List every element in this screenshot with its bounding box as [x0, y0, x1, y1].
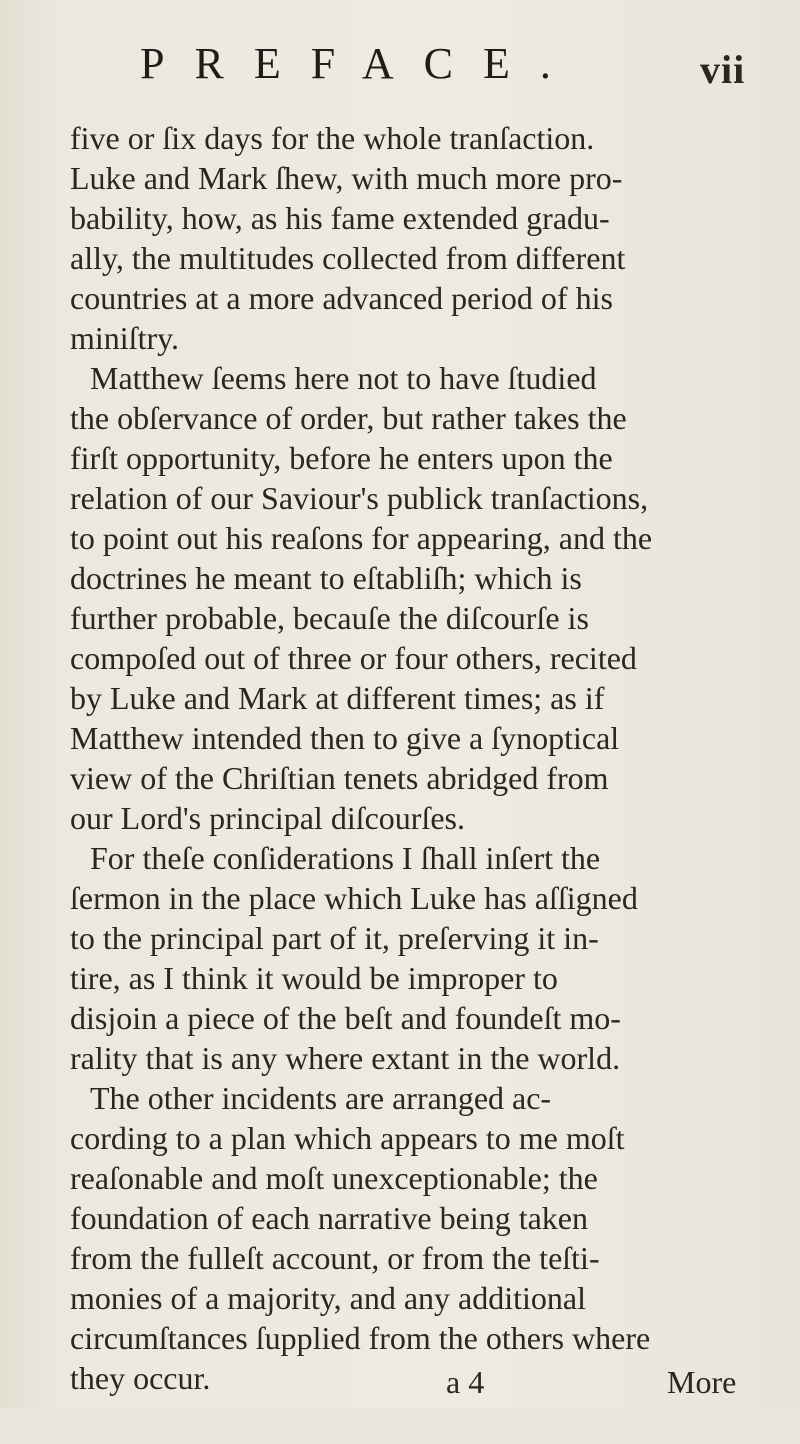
text-line: foundation of each narrative being taken — [70, 1200, 588, 1236]
text-line: to point out his reaſons for appearing, and the — [70, 520, 653, 556]
text-line: circumſtances ſupplied from the others where — [70, 1320, 651, 1356]
text-line: ſermon in the place which Luke has aſſigned — [70, 880, 638, 916]
page-number: vii — [700, 47, 746, 92]
text-line: disjoin a piece of the beſt and foundeſt mo- — [70, 1000, 621, 1036]
running-header — [0, 34, 800, 94]
text-line: view of the Chriſtian tenets abridged from — [70, 760, 609, 796]
text-line: from the fulleſt account, or from the teſti- — [70, 1240, 600, 1276]
signature-line — [0, 1360, 800, 1404]
text-line: For theſe conſiderations I ſhall inſert the — [90, 840, 601, 876]
text-line: rality that is any where extant in the world. — [70, 1040, 621, 1076]
text-line: cording to a plan which appears to me moſt — [70, 1120, 625, 1156]
text-line: tire, as I think it would be improper to — [70, 960, 558, 996]
text-line: miniſtry. — [70, 320, 180, 356]
text-line: ally, the multitudes collected from different — [70, 240, 626, 276]
text-line: doctrines he meant to eſtabliſh; which is — [70, 560, 582, 596]
text-line: Matthew ſeems here not to have ſtudied — [90, 360, 597, 396]
text-line: compoſed out of three or four others, recited — [70, 640, 637, 676]
text-line: by Luke and Mark at different times; as if — [70, 680, 605, 716]
text-line: relation of our Saviour's publick tranſactions, — [70, 480, 649, 516]
text-line: our Lord's principal diſcourſes. — [70, 800, 465, 836]
signature-mark: a 4 — [446, 1364, 485, 1400]
running-head-title: PREFACE. — [140, 39, 581, 88]
text-line: five or ſix days for the whole tranſaction. — [70, 120, 595, 156]
text-line: countries at a more advanced period of his — [70, 280, 613, 316]
text-line: monies of a majority, and any additional — [70, 1280, 587, 1316]
text-line: to the principal part of it, preſerving it in- — [70, 920, 599, 956]
text-line: reaſonable and moſt unexceptionable; the — [70, 1160, 598, 1196]
text-line: The other incidents are arranged ac- — [90, 1080, 552, 1116]
text-line: further probable, becauſe the diſcourſe is — [70, 600, 589, 636]
text-line: the obſervance of order, but rather takes the — [70, 400, 627, 436]
catchword: More — [667, 1364, 737, 1400]
text-line: Matthew intended then to give a ſynoptical — [70, 720, 620, 756]
text-line: they occur. — [70, 1360, 211, 1396]
page-footer — [0, 1400, 800, 1444]
text-line: firſt opportunity, before he enters upon the — [70, 440, 613, 476]
text-line: bability, how, as his fame extended gradu- — [70, 200, 610, 236]
text-line: Luke and Mark ſhew, with much more pro- — [70, 160, 623, 196]
